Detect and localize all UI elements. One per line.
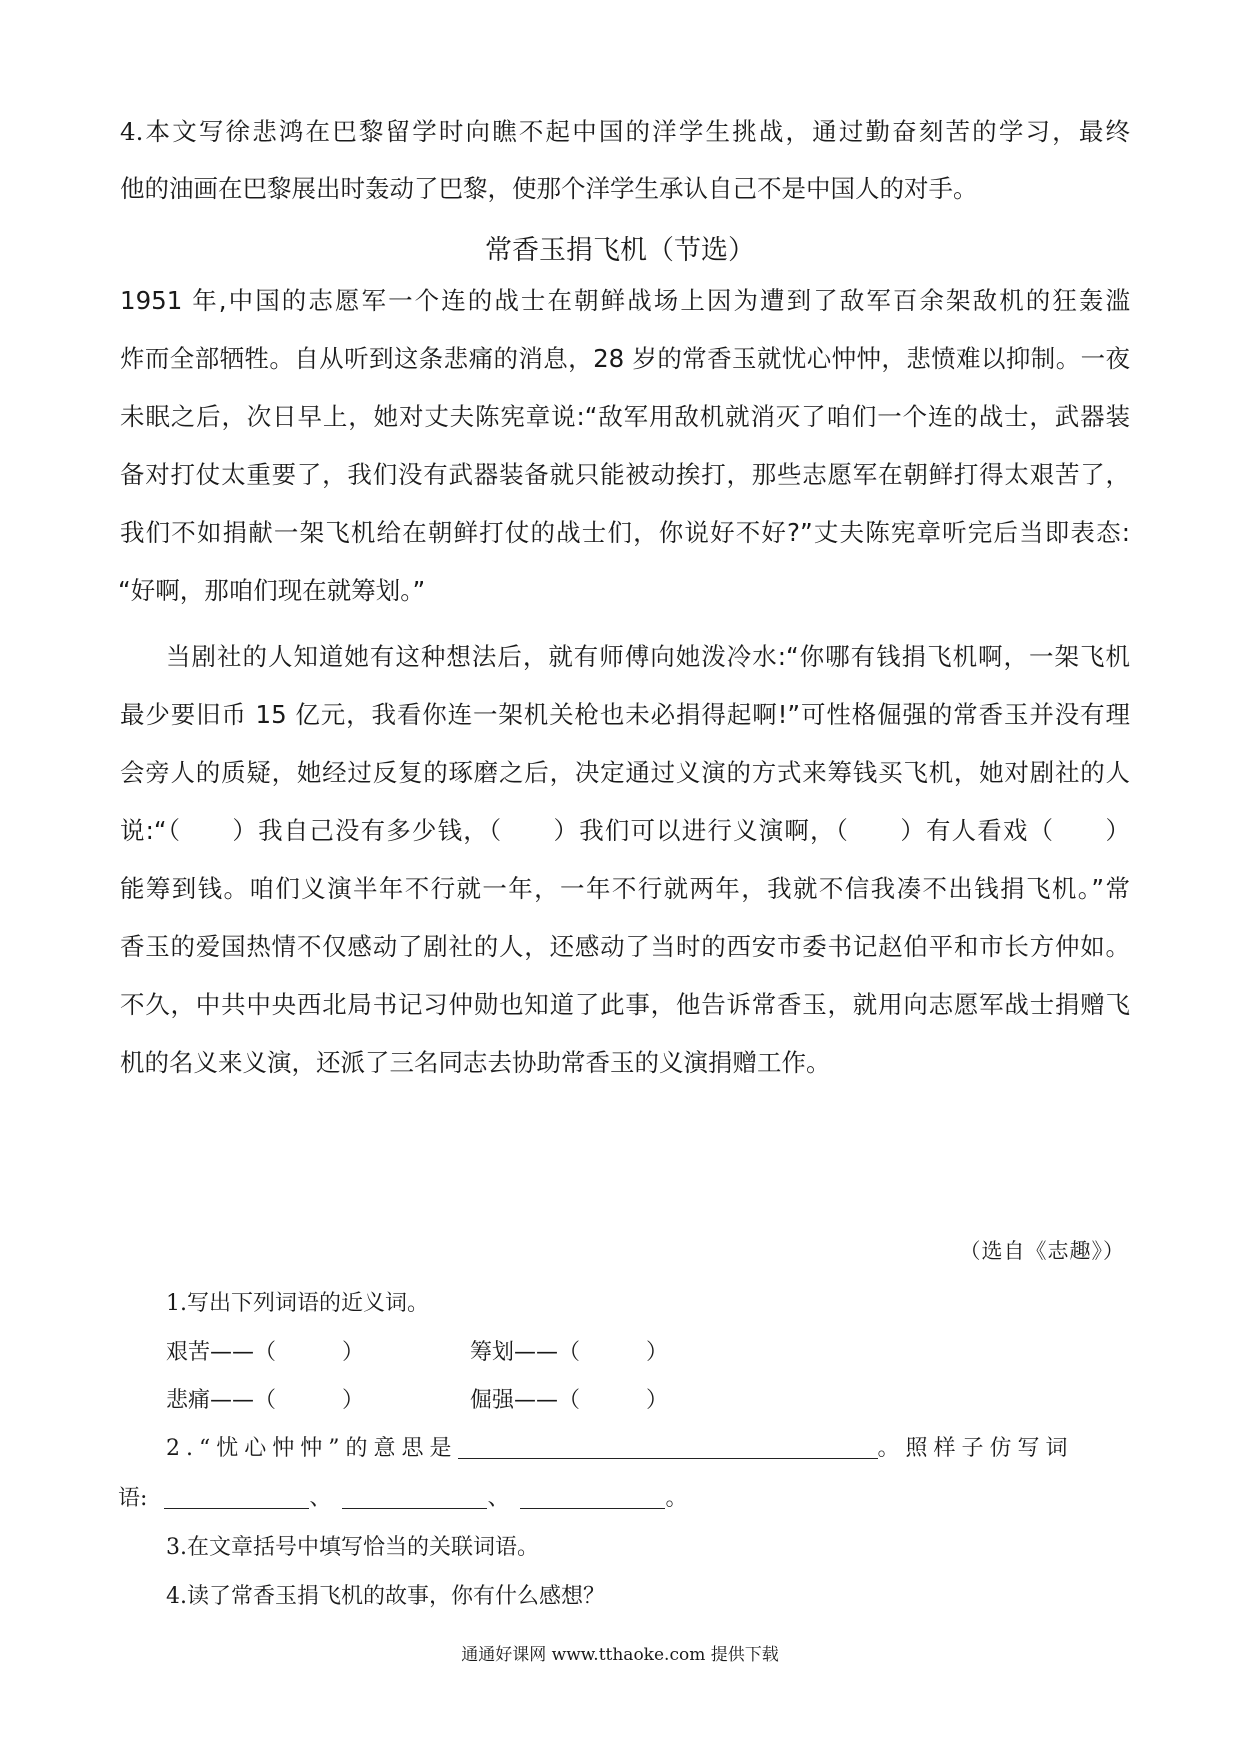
article-line-6: “好啊，那咱们现在就筹划。”: [118, 576, 426, 605]
article-line-1: 1951 年,中国的志愿军一个连的战士在朝鲜战场上因为遭到了敌军百余架敌机的狂轰滥: [120, 286, 1130, 315]
article-line-5: 我们不如捐献一架飞机给在朝鲜打仗的战士们，你说好不好?”丈夫陈宪章听完后当即表态:: [120, 518, 1130, 547]
article-line-2: 炸而全部牺牲。自从听到这条悲痛的消息，28 岁的常香玉就忧心忡忡，悲愤难以抑制。一夜: [120, 344, 1130, 373]
article-line-10: 说:“（ ）我自己没有多少钱，（ ）我们可以进行义演啊，（ ）有人看戏（ ）: [120, 816, 1130, 845]
answer-blank-word-3[interactable]: [520, 1486, 665, 1509]
answer-blank-word-1[interactable]: [164, 1486, 309, 1509]
question-1-word-4: 倔强——（ ）: [470, 1388, 669, 1413]
separator: 、: [309, 1486, 332, 1511]
question-2-line-1: [166, 1431, 1074, 1462]
question-2-line-2: [118, 1481, 687, 1512]
article-line-8: 最少要旧币 15 亿元，我看你连一架机关枪也未必捐得起啊!”可性格倔强的常香玉并没有理: [120, 700, 1130, 729]
intro-line-1: 4.本文写徐悲鸿在巴黎留学时向瞧不起中国的洋学生挑战，通过勤奋刻苦的学习，最终: [120, 117, 1130, 146]
question-1-word-3: 悲痛——（ ）: [166, 1388, 365, 1413]
question-2-end: 。: [665, 1486, 688, 1511]
separator: 、: [487, 1486, 510, 1511]
article-title: 常香玉捐飞机（节选）: [485, 235, 755, 266]
article-line-3: 未眠之后，次日早上，她对丈夫陈宪章说:“敌军用敌机就消灭了咱们一个连的战士，武器装: [120, 402, 1130, 431]
article-line-11: 能筹到钱。咱们义演半年不行就一年，一年不行就两年，我就不信我凑不出钱捐飞机。”常: [120, 874, 1130, 903]
question-2-prefix: 语:: [118, 1486, 148, 1511]
answer-blank-meaning[interactable]: [458, 1436, 878, 1459]
article-line-7: 当剧社的人知道她有这种想法后，就有师傅向她泼冷水:“你哪有钱捐飞机啊，一架飞机: [166, 642, 1130, 671]
article-line-9: 会旁人的质疑，她经过反复的琢磨之后，决定通过义演的方式来筹钱买飞机，她对剧社的人: [120, 758, 1130, 787]
question-4: 4.读了常香玉捐飞机的故事，你有什么感想？: [166, 1584, 605, 1609]
question-1-prompt: 1.写出下列词语的近义词。: [166, 1291, 429, 1316]
answer-blank-word-2[interactable]: [342, 1486, 487, 1509]
question-2-text: 2.“忧心忡忡”的意思是: [166, 1436, 458, 1461]
article-line-14: 机的名义来义演，还派了三名同志去协助常香玉的义演捐赠工作。: [120, 1048, 831, 1077]
question-2-tail: 。照样子仿写词: [877, 1436, 1074, 1461]
page-footer: 通通好课网 www.tthaoke.com 提供下载: [461, 1645, 779, 1665]
article-source: （选自《志趣》）: [959, 1239, 1125, 1263]
article-line-12: 香玉的爱国热情不仅感动了剧社的人，还感动了当时的西安市委书记赵伯平和市长方仲如。: [120, 932, 1130, 961]
article-line-4: 备对打仗太重要了，我们没有武器装备就只能被动挨打，那些志愿军在朝鲜打得太艰苦了，: [120, 460, 1130, 489]
question-1-word-1: 艰苦——（ ）: [166, 1340, 365, 1365]
question-3: 3.在文章括号中填写恰当的关联词语。: [166, 1535, 539, 1560]
article-line-13: 不久，中共中央西北局书记习仲勋也知道了此事，他告诉常香玉，就用向志愿军战士捐赠飞: [120, 990, 1130, 1019]
intro-line-2: 他的油画在巴黎展出时轰动了巴黎，使那个洋学生承认自己不是中国人的对手。: [120, 174, 978, 203]
question-1-word-2: 筹划——（ ）: [470, 1340, 669, 1365]
